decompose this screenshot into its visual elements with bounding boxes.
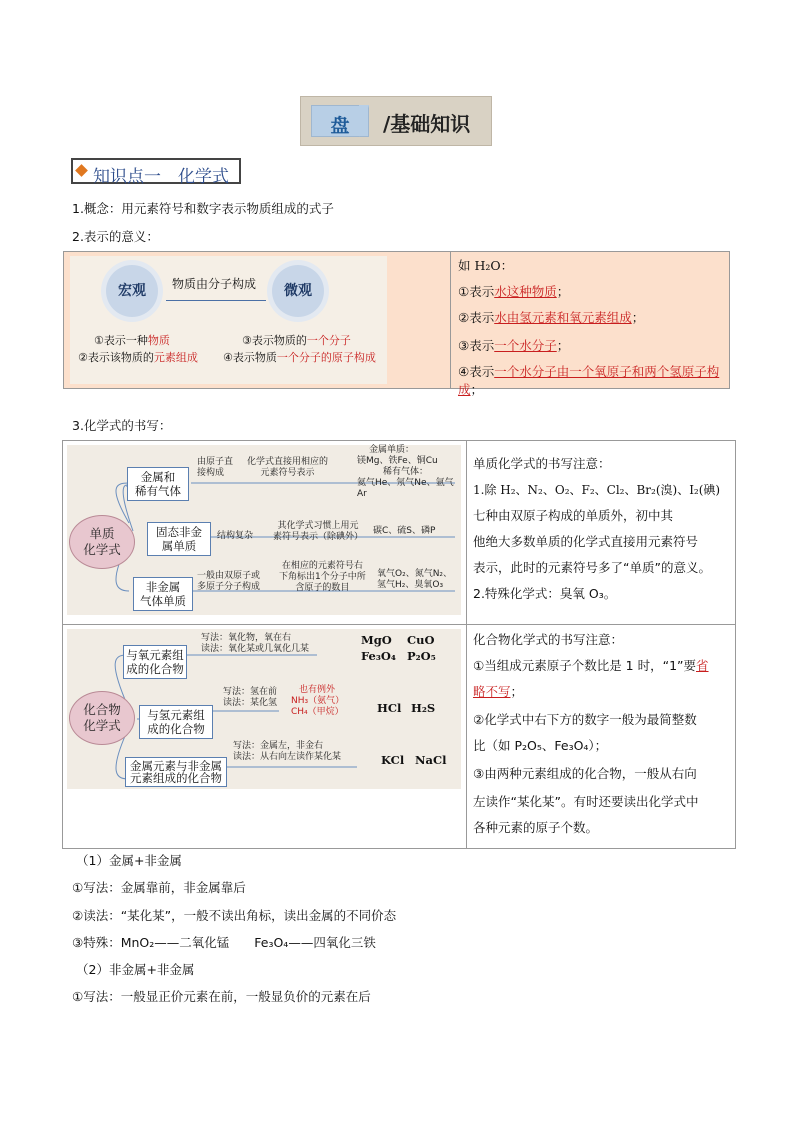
metal-nonmetal-rules: 写法：金属左，非金右 读法：从右向左读作某化某: [233, 741, 342, 762]
solid-nonmetal-node: 固态非金 属单质: [147, 522, 211, 556]
meaning-diagram: [70, 256, 387, 384]
metal-gas-node: 金属和 稀有气体: [127, 467, 189, 501]
concept-line: 1.概念：用元素符号和数字表示物质组成的式子: [72, 201, 334, 216]
example-2: ②表示水由氢元素和氧元素组成；: [458, 310, 645, 325]
element-mindmap: [67, 445, 461, 615]
compound-root-node: 化合物 化学式: [69, 691, 135, 745]
knowledge-point-label: [71, 158, 241, 187]
micro-circle: 微观: [272, 265, 324, 317]
hydride-node: 与氢元素组 成的化合物: [139, 705, 213, 739]
writing-box: [62, 440, 736, 849]
meaning-divider: [450, 252, 451, 388]
oxide-formula-1: MgO: [361, 633, 392, 647]
element-notes-line-4: 表示，此时的元素符号多了“单质”的意义。: [473, 560, 711, 575]
nonmetal-gas-node: 非金属 气体单质: [133, 577, 193, 611]
metal-nonmetal-formula-1: KCl: [381, 753, 405, 767]
bottom-line-1: （1）金属+非金属: [76, 853, 182, 868]
oxide-rules: 写法：氧化物，氧在右 读法：氧化某或几氧化几某: [201, 633, 310, 654]
bottom-line-6: ①写法：一般显正价元素在前，一般显负价的元素在后: [72, 989, 371, 1004]
element-notes-line-2: 七种由双原子构成的单质外，初中其: [473, 508, 674, 523]
micro-meaning-3: ③表示物质的一个分子: [242, 334, 351, 347]
bottom-line-2: ①写法：金属靠前，非金属靠后: [72, 880, 246, 895]
section-banner: [300, 96, 492, 146]
compound-notes-title: 化合物化学式的书写注意：: [473, 632, 624, 647]
writing-heading: 3.化学式的书写：: [72, 418, 172, 433]
writing-hdivider: [63, 624, 735, 625]
element-notes-title: 单质化学式的书写注意：: [473, 456, 611, 471]
hydride-exceptions: 也有例外 NH₃（氨气） CH₄（甲烷）: [291, 685, 345, 717]
oxide-formula-4: P₂O₅: [407, 649, 436, 663]
meaning-box: [63, 251, 730, 397]
nonmetal-gas-detail-2: 在相应的元素符号右 下角标出1个分子中所 含原子的数目: [279, 561, 366, 593]
nonmetal-gas-detail-1: 一般由双原子或 多原子分子构成: [197, 571, 261, 592]
bottom-line-4: ③特殊：MnO₂——二氧化锰 Fe₃O₄——四氧化三铁: [72, 935, 376, 950]
bottom-line-3: ②读法：“某化某”，一般不读出角标，读出金属的不同价态: [72, 908, 397, 923]
pan-label: 盘: [330, 115, 350, 137]
meaning-heading: 2.表示的意义：: [72, 229, 159, 244]
knowledge-point-title: 知识点一 化学式: [93, 167, 229, 187]
compound-notes-line-4: 比（如 P₂O₅、Fe₃O₄）；: [473, 738, 608, 753]
macro-circle: 宏观: [106, 265, 158, 317]
diamond-icon: [75, 164, 88, 177]
oxide-formula-3: Fe₃O₄: [361, 649, 396, 663]
metal-nonmetal-node: 金属元素与非金属 元素组成的化合物: [125, 757, 227, 787]
compound-notes-line-5: ③由两种元素组成的化合物，一般从右向: [473, 766, 697, 781]
arrow-text: 物质由分子构成: [172, 277, 257, 291]
hydride-rules: 写法：氢在前 读法：某化氢: [223, 687, 278, 708]
micro-meaning-4: ④表示物质一个分子的原子构成: [223, 351, 376, 364]
nonmetal-gas-examples: 氧气O₂、氮气N₂、 氢气H₂、臭氧O₃: [377, 569, 453, 590]
example-3: ③表示一个水分子；: [458, 338, 570, 353]
example-1: ①表示水这种物质；: [458, 284, 570, 299]
metal-gas-detail-1: 由原子直 接构成: [197, 457, 234, 478]
solid-nonmetal-detail-2: 其化学式习惯上用元 素符号表示（除碘外）: [273, 521, 364, 542]
solid-nonmetal-examples: 碳C、硫S、磷P: [373, 526, 436, 536]
compound-notes-line-3: ②化学式中右下方的数字一般为最简整数: [473, 712, 697, 727]
oxide-formula-2: CuO: [407, 633, 435, 647]
compound-notes-line-6: 左读作“某化某”。有时还要读出化学式中: [473, 794, 699, 809]
hydride-formula-2: H₂S: [411, 701, 436, 715]
oxide-node: 与氧元素组 成的化合物: [123, 645, 187, 679]
hydride-formula-1: HCl: [377, 701, 402, 715]
element-notes-line-3: 他绝大多数单质的化学式直接用元素符号: [473, 534, 699, 549]
metal-nonmetal-formula-2: NaCl: [415, 753, 447, 767]
pan-label-tail: [359, 105, 369, 137]
compound-notes-line-1: ①当组成元素原子个数比是 1 时，“1”要省: [473, 658, 709, 673]
bottom-line-5: （2）非金属+非金属: [76, 962, 195, 977]
element-root-node: 单质 化学式: [69, 515, 135, 569]
writing-vdivider: [466, 441, 467, 848]
example-4: ④表示一个水分子由一个氧原子和两个氢原子构成；: [458, 364, 720, 397]
compound-notes-line-2: 略不写；: [473, 684, 524, 699]
macro-meaning-1: ①表示一种物质: [94, 334, 170, 347]
compound-notes-line-7: 各种元素的原子个数。: [473, 820, 599, 835]
metal-gas-examples: 金属单质： 镁Mg、铁Fe、铜Cu 稀有气体： 氦气He、氖气Ne、氩气Ar: [357, 445, 454, 499]
banner-title: /基础知识: [383, 112, 471, 136]
macro-meaning-2: ②表示该物质的元素组成: [78, 351, 198, 364]
arrow-line: [166, 300, 266, 301]
element-notes-line-5: 2.特殊化学式：臭氧 O₃。: [473, 586, 617, 601]
compound-mindmap: [67, 629, 461, 789]
element-notes-line-1: 1.除 H₂、N₂、O₂、F₂、Cl₂、Br₂(溴)、I₂(碘): [473, 483, 721, 497]
example-label: 如 H₂O：: [458, 258, 514, 273]
metal-gas-detail-2: 化学式直接用相应的 元素符号表示: [247, 457, 329, 478]
solid-nonmetal-detail-1: 结构复杂: [217, 531, 254, 541]
